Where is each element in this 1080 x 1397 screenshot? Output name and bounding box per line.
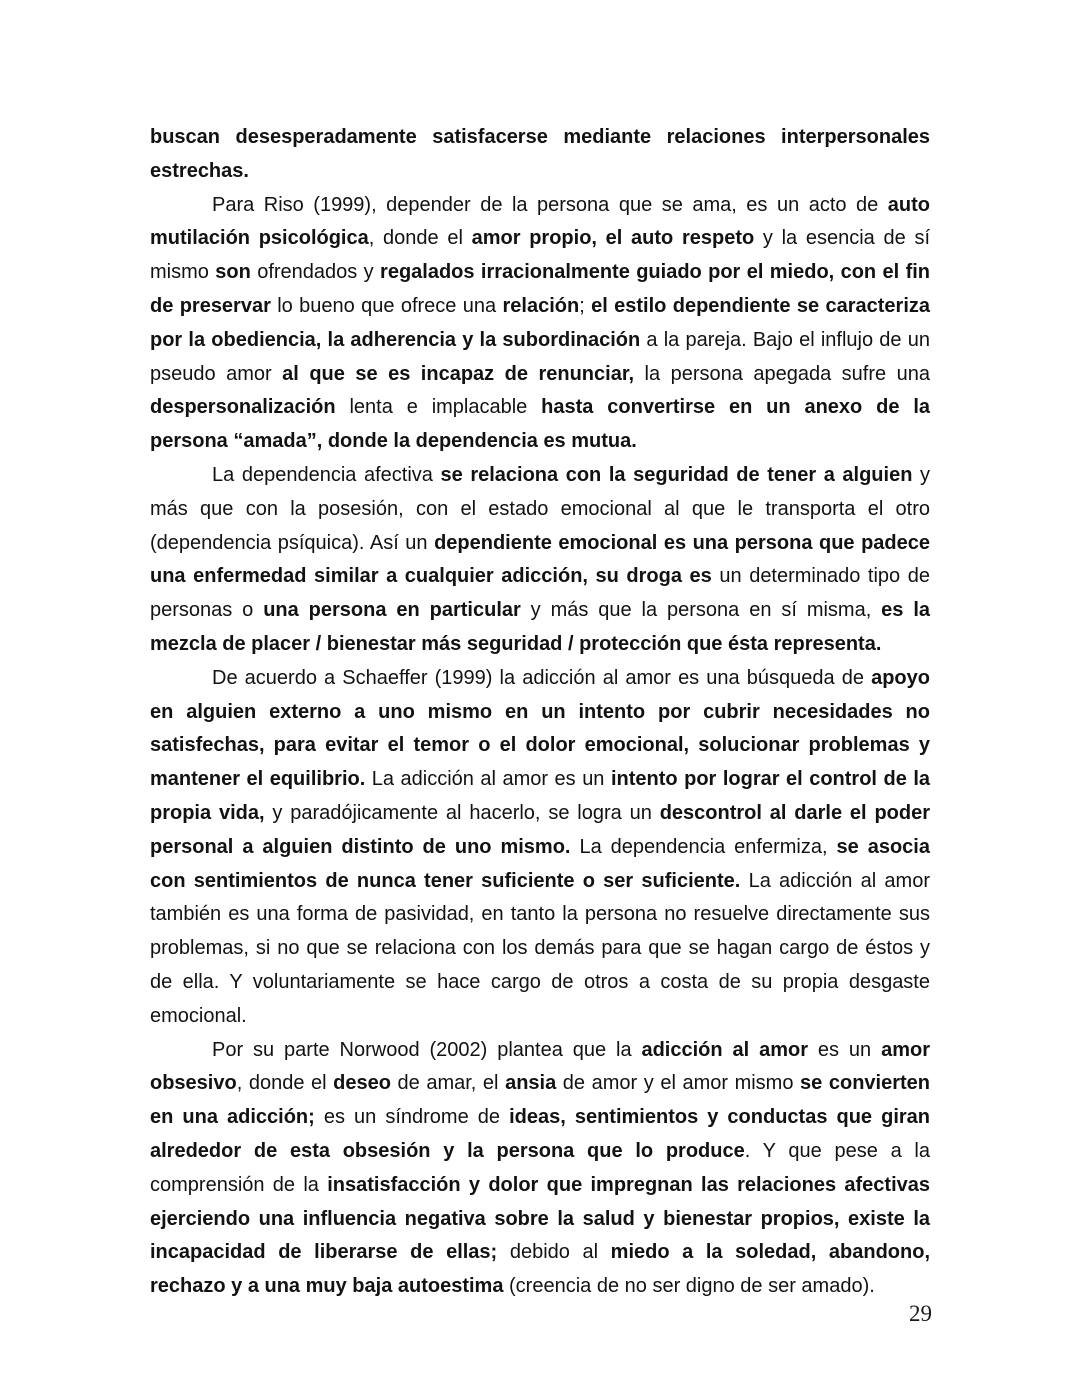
text-run: , donde el <box>368 227 472 250</box>
bold-run: despersonalización <box>150 396 336 419</box>
bold-run: apoyo en alguien externo a uno mismo en un intento por cubrir necesidades no satisfechas, para evitar el temor o el dolor emocional, solucionar problemas y mantener el equilibrio. <box>150 666 930 791</box>
bold-run: una persona en particular <box>263 599 521 622</box>
paragraph <box>150 189 930 459</box>
text-run: , donde el <box>236 1072 334 1095</box>
text-run: Por su parte Norwood (2002) plantea que la <box>212 1038 642 1061</box>
text-run: ; <box>579 294 592 317</box>
paragraph <box>150 459 930 662</box>
text-run: . Y que pese a la comprensión de la <box>150 1139 930 1196</box>
text-run: La adicción al amor es un <box>365 768 611 791</box>
bold-run: relación <box>502 294 580 317</box>
bold-run: ideas, sentimientos y conductas que giran alrededor de esta obsesión y la persona que lo produce <box>150 1106 931 1162</box>
paragraph <box>150 662 930 1034</box>
text-run: La dependencia enfermiza, <box>570 835 837 858</box>
bold-run: auto mutilación psicológica <box>150 193 930 250</box>
text-run: de amar, el <box>390 1072 506 1095</box>
bold-run: hasta convertirse en un anexo de la persona “amada”, donde la dependencia es mutua. <box>150 396 931 453</box>
bold-run: amor obsesivo <box>150 1038 930 1095</box>
text-run: y paradójicamente al hacerlo, se logra un <box>264 801 660 824</box>
text-run: es un <box>808 1038 882 1061</box>
text-run: la persona apegada sufre una <box>634 362 930 385</box>
bold-run: descontrol al darle el poder personal a alguien distinto de uno mismo. <box>150 801 930 858</box>
bold-run: regalados irracionalmente guiado por el miedo, con el fin de preservar <box>150 261 930 317</box>
bold-run: adicción al amor <box>641 1038 808 1061</box>
text-run: a la pareja. Bajo el influjo de un pseudo amor <box>150 328 930 385</box>
bold-run: se relaciona con la seguridad de tener a alguien <box>440 463 913 486</box>
text-run: un determinado tipo de personas o <box>150 565 930 622</box>
text-run: Para Riso (1999), depender de la persona que se ama, es un acto de <box>212 193 888 216</box>
bold-run: intento por lograr el control de la propia vida, <box>150 768 931 824</box>
document-body <box>150 121 930 1304</box>
text-run: y más que la persona en sí misma, <box>520 599 882 622</box>
text-run: de amor y el amor mismo <box>556 1072 801 1095</box>
text-run: lo bueno que ofrece una <box>270 294 503 317</box>
text-run: lenta e implacable <box>335 396 542 419</box>
bold-run: amor propio, el auto respeto <box>471 227 755 250</box>
text-run: y más que con la posesión, con el estado emocional al que le transporta el otro (dependencia psíquica). Así un <box>150 463 930 554</box>
text-run: La adicción al amor también es una forma de pasividad, en tanto la persona no resuelve directamente sus problemas, si no que se relaciona con los demás para que se hagan cargo de éstos y de ella. Y voluntariamente se hace cargo de otros a costa de su propia desgaste emocional. <box>150 869 930 1027</box>
text-run: ofrendados y <box>250 261 381 284</box>
page-number: 29 <box>909 1301 932 1326</box>
text-run: De acuerdo a Schaeffer (1999) la adicción al amor es una búsqueda de <box>212 666 872 689</box>
text-run: es un síndrome de <box>314 1106 510 1129</box>
bold-run: es la mezcla de placer / bienestar más seguridad / protección que ésta representa. <box>150 599 931 655</box>
bold-run: se asocia con sentimientos de nunca tener suficiente o ser suficiente. <box>150 835 930 892</box>
paragraph <box>150 121 930 189</box>
text-run: (creencia de no ser digno de ser amado). <box>503 1275 875 1298</box>
text-run: y la esencia de sí mismo <box>150 227 930 284</box>
bold-run: miedo a la soledad, abandono, rechazo y a una muy baja autoestima <box>150 1241 930 1298</box>
bold-run: ansia <box>505 1072 557 1095</box>
bold-run: deseo <box>333 1072 391 1095</box>
paragraph <box>150 1034 930 1304</box>
bold-run: son <box>215 261 251 284</box>
text-run: debido al <box>497 1241 611 1264</box>
text-run: La dependencia afectiva <box>212 463 441 486</box>
bold-run: el estilo dependiente se caracteriza por la obediencia, la adherencia y la subordinación <box>150 294 931 351</box>
bold-run: al que se es incapaz de renunciar, <box>282 362 635 385</box>
bold-run: buscan desesperadamente satisfacerse mediante relaciones interpersonales estrechas. <box>150 126 930 182</box>
bold-run: insatisfacción y dolor que impregnan las relaciones afectivas ejerciendo una influencia negativa sobre la salud y bienestar propios, existe la incapacidad de liberarse de ellas; <box>150 1173 931 1264</box>
bold-run: se convierten en una adicción; <box>150 1072 931 1129</box>
bold-run: dependiente emocional es una persona que padece una enfermedad similar a cualquier adicción, su droga es <box>150 531 931 588</box>
